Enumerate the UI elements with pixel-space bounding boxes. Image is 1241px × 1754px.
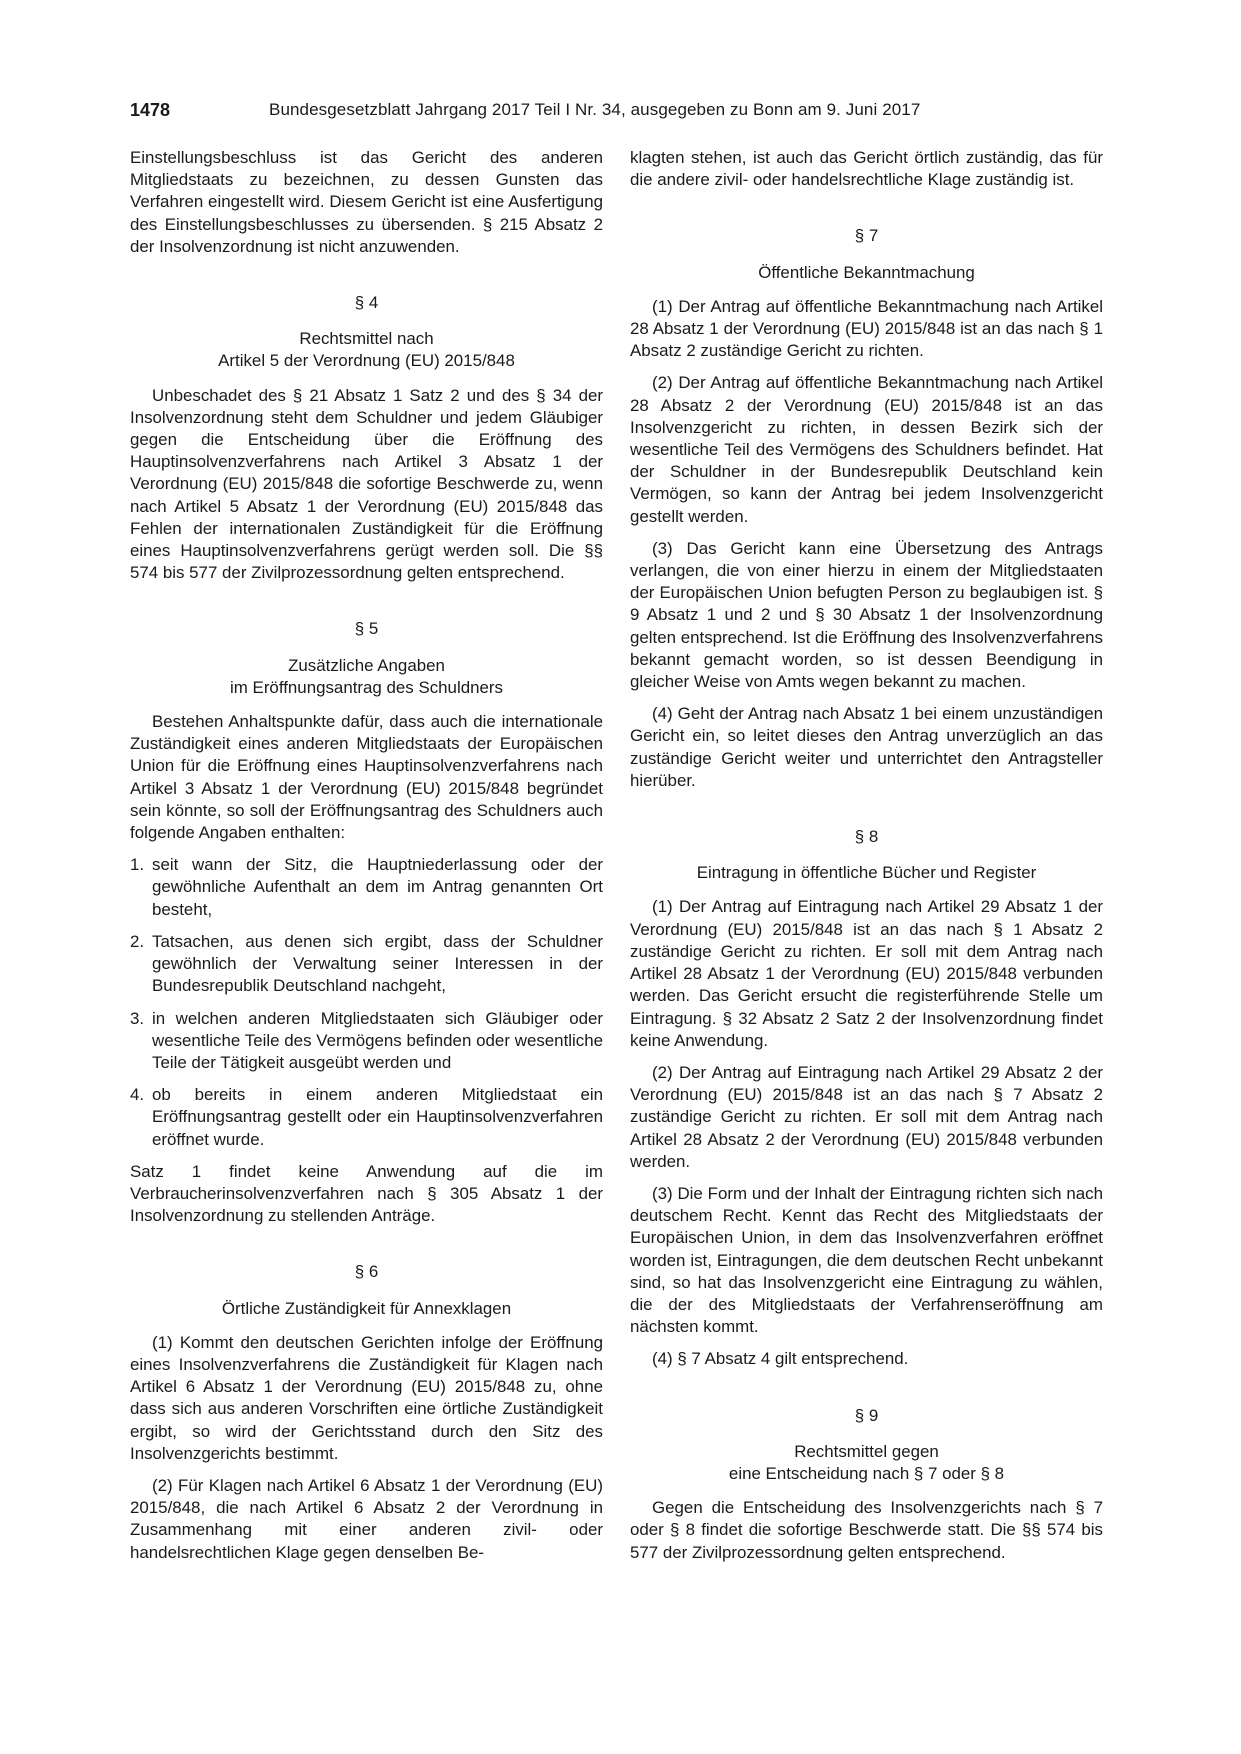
- paragraph: Bestehen Anhaltspunkte dafür, dass auch die internationale Zuständigkeit eines anderen Mitgliedstaats der Europäischen Union für die Eröffnung eines Hauptinsolvenzverfahrens nach Artikel 3 Absatz 1 der Verordnung (EU) 2015/848 begründet sein könnte, so soll der Eröffnungsantrag des Schuldners auch folgende Angaben enthalten:: [130, 712, 603, 843]
- section-title-line: Rechtsmittel nach: [299, 329, 434, 349]
- section-title: [630, 262, 1103, 284]
- section-title-line: Öffentliche Bekanntmachung: [758, 262, 975, 282]
- page-number: 1478: [130, 100, 171, 120]
- section-5: [130, 618, 603, 1227]
- list-item: [130, 854, 603, 921]
- paragraph: (3) Das Gericht kann eine Übersetzung des Antrags verlangen, die von einer hierzu in einem der Mitgliedstaaten der Europäischen Union befugten Person zu beglaubigen ist. § 9 Absatz 1 und 2 und § 30 Absatz 1 der Insolvenzordnung gelten entsprechend. Ist die Eröffnung des Insolvenzverfahrens bekannt gemacht worden, so ist dessen Beendigung in gleicher Weise von Amts wegen bekannt zu machen.: [630, 538, 1103, 692]
- list-item-text: Tatsachen, aus denen sich ergibt, dass der Schuldner gewöhnlich der Verwaltung seiner Interessen in der Bundesrepublik Deutschland nachgeht,: [152, 931, 603, 996]
- page-header: [130, 100, 1105, 126]
- section-title-line: Rechtsmittel gegen: [794, 1441, 939, 1461]
- section-title-line: eine Entscheidung nach § 7 oder § 8: [728, 1463, 1005, 1483]
- paragraph: (1) Kommt den deutschen Gerichten infolge der Eröffnung eines Insolvenzverfahrens die Zuständigkeit für Klagen nach Artikel 6 Absatz 1 der Verordnung (EU) 2015/848 zu, ohne dass sich aus anderen Vorschriften eine örtliche Zuständigkeit ergibt, so wird der Gerichtsstand durch den Sitz des Insolvenzgerichts bestimmt.: [130, 1332, 603, 1463]
- section-title-line: Zusätzliche Angaben: [288, 655, 445, 675]
- numbered-list: [130, 854, 603, 1150]
- section-title-line: Örtliche Zuständigkeit für Annexklagen: [221, 1298, 512, 1318]
- section-title-line: Eintragung in öffentliche Bücher und Register: [696, 863, 1037, 883]
- section-number: § 7: [854, 226, 879, 246]
- list-item: [130, 1084, 603, 1151]
- list-item-number: 1.: [130, 855, 145, 875]
- section-title-line: Artikel 5 der Verordnung (EU) 2015/848: [218, 351, 515, 371]
- list-item-text: in welchen anderen Mitgliedstaaten sich Gläubiger oder wesentliche Teile des Vermögens befinden oder wesentliche Teile der Tätigkeit ausgeübt werden und: [152, 1008, 603, 1072]
- right-column: [630, 147, 1103, 1574]
- paragraph: (2) Der Antrag auf Eintragung nach Artikel 29 Absatz 2 der Verordnung (EU) 2015/848 ist an das nach § 7 Absatz 2 zuständige Gericht zu richten. Er soll mit dem Antrag nach Artikel 28 Absatz 2 der Verordnung (EU) 2015/848 verbunden werden.: [630, 1062, 1103, 1171]
- section-6: [130, 1261, 603, 1563]
- section-7: [630, 225, 1103, 792]
- continuation-paragraph: Einstellungsbeschluss ist das Gericht des anderen Mitgliedstaats zu bezeichnen, zu dessen Gunsten das Verfahren eingestellt wird. Diesem Gericht ist eine Ausfertigung des Einstellungsbeschlusses zu übersenden. § 215 Absatz 2 der Insolvenzordnung ist nicht anzuwenden.: [130, 148, 603, 256]
- section-number: § 5: [354, 619, 379, 639]
- section-title: [130, 328, 603, 372]
- list-item-number: 2.: [130, 931, 145, 951]
- section-title: [130, 1298, 603, 1320]
- section-number: § 9: [854, 1405, 879, 1425]
- left-column: [130, 147, 603, 1574]
- paragraph: (1) Der Antrag auf Eintragung nach Artikel 29 Absatz 1 der Verordnung (EU) 2015/848 ist an das nach § 1 Absatz 2 zuständige Gericht zu richten. Er soll mit dem Antrag nach Artikel 28 Absatz 1 der Verordnung (EU) 2015/848 verbunden werden. Das Gericht ersucht die registerführende Stelle um Eintragung. § 32 Absatz 2 Satz 2 der Insolvenzordnung findet keine Anwendung.: [630, 897, 1103, 1050]
- paragraph: Gegen die Entscheidung des Insolvenzgerichts nach § 7 oder § 8 findet die sofortige Beschwerde statt. Die §§ 574 bis 577 der Zivilprozessordnung gelten entsprechend.: [630, 1498, 1103, 1562]
- paragraph: Unbeschadet des § 21 Absatz 1 Satz 2 und des § 34 der Insolvenzordnung steht dem Schuldner und jedem Gläubiger gegen die Entscheidung über die Eröffnung des Hauptinsolvenzverfahrens nach Artikel 3 Absatz 1 der Verordnung (EU) 2015/848 die sofortige Beschwerde zu, wenn nach Artikel 5 Absatz 1 der Verordnung (EU) 2015/848 das Fehlen der internationalen Zuständigkeit für die Eröffnung eines Hauptinsolvenzverfahrens gerügt werden soll. Die §§ 574 bis 577 der Zivilprozessordnung gelten entsprechend.: [130, 385, 603, 583]
- section-8: [630, 826, 1103, 1370]
- paragraph: (4) § 7 Absatz 4 gilt entsprechend.: [652, 1349, 909, 1369]
- paragraph: (1) Der Antrag auf öffentliche Bekanntmachung nach Artikel 28 Absatz 1 der Verordnung (EU) 2015/848 ist an das nach § 1 Absatz 2 zuständige Gericht zu richten.: [630, 296, 1103, 361]
- paragraph: (2) Der Antrag auf öffentliche Bekanntmachung nach Artikel 28 Absatz 2 der Verordnung (EU) 2015/848 ist an das Insolvenzgericht zu richten, in dessen Bezirk sich der wesentliche Teil des Vermögens des Schuldners befindet. Hat der Schuldner in der Bundesrepublik Deutschland kein Vermögen, so kann der Antrag bei jedem Insolvenzgericht gestellt werden.: [630, 373, 1103, 526]
- section-4: [130, 292, 603, 584]
- paragraph: (4) Geht der Antrag nach Absatz 1 bei einem unzuständigen Gericht ein, so leitet dieses den Antrag unverzüglich an das zuständige Gericht weiter und unterrichtet den Antragsteller hierüber.: [630, 704, 1103, 790]
- running-head: Bundesgesetzblatt Jahrgang 2017 Teil I Nr. 34, ausgegeben zu Bonn am 9. Juni 2017: [269, 100, 921, 119]
- paragraph: Satz 1 findet keine Anwendung auf die im Verbraucherinsolvenzverfahren nach § 305 Absatz 1 der Insolvenzordnung zu stellenden Anträge.: [130, 1161, 603, 1226]
- paragraph: (3) Die Form und der Inhalt der Eintragung richten sich nach deutschem Recht. Kennt das Recht des Mitgliedstaats der Europäischen Union, in dem das Insolvenzverfahren eröffnet worden ist, Eintragungen, die dem deutschen Recht unbekannt sind, so hat das Insolvenzgericht eine Eintragung zu wählen, die der des Mitgliedstaats der Verfahrenseröffnung am nächsten kommt.: [630, 1183, 1103, 1337]
- section-9: [630, 1405, 1103, 1564]
- paragraph: (2) Für Klagen nach Artikel 6 Absatz 1 der Verordnung (EU) 2015/848, die nach Artikel 6 Absatz 2 der Verordnung in Zusammenhang mit einer anderen zivil- oder handelsrechtlichen Klage gegen denselben Be-: [130, 1475, 603, 1562]
- list-item: [130, 931, 603, 998]
- section-number: § 8: [854, 827, 879, 847]
- section-title: [130, 655, 603, 699]
- list-item-text: seit wann der Sitz, die Hauptniederlassung oder der gewöhnliche Aufenthalt an dem im Antrag genannten Ort besteht,: [152, 855, 603, 919]
- list-item-number: 4.: [130, 1085, 145, 1105]
- section-title-line: im Eröffnungsantrag des Schuldners: [230, 677, 503, 697]
- section-number: § 4: [354, 293, 379, 313]
- section-title: [630, 1441, 1103, 1485]
- section-number: § 6: [354, 1262, 379, 1282]
- list-item-number: 3.: [130, 1008, 145, 1028]
- section-title: [630, 862, 1103, 884]
- list-item: [130, 1008, 603, 1075]
- list-item-text: ob bereits in einem anderen Mitgliedstaat ein Eröffnungsantrag gestellt oder ein Hauptinsolvenzverfahren eröffnet wurde.: [152, 1085, 603, 1149]
- continuation-paragraph: klagten stehen, ist auch das Gericht örtlich zuständig, das für die andere zivil- oder handelsrechtliche Klage zuständig ist.: [630, 148, 1103, 190]
